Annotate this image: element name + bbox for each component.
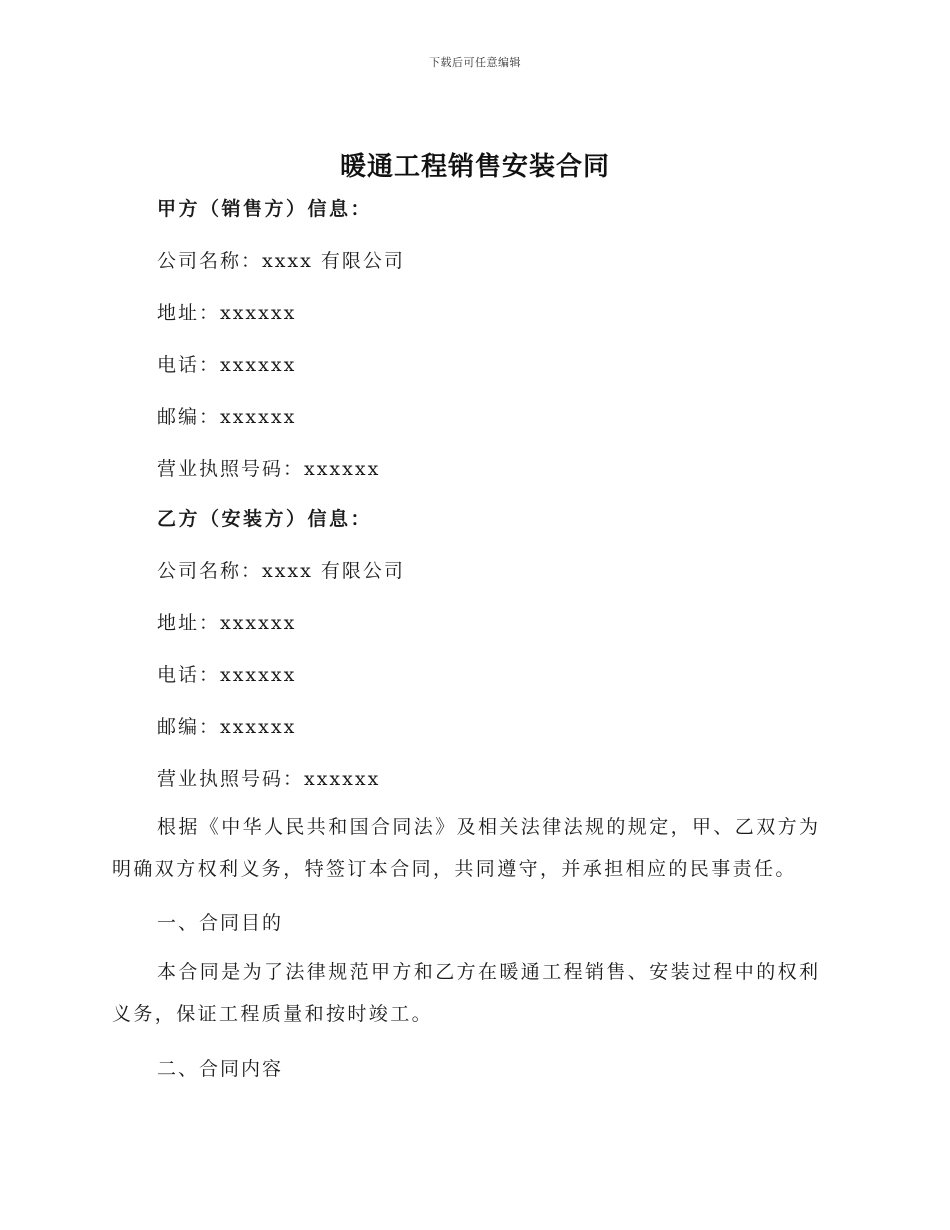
section-1-body: 本合同是为了法律规范甲方和乙方在暖通工程销售、安装过程中的权利义务，保证工程质量和按时竣工。: [112, 961, 821, 1025]
party-a-address: 地址：xxxxxx: [157, 302, 297, 324]
party-b-company: 公司名称：xxxx 有限公司: [157, 560, 405, 582]
party-b-postcode: 邮编：xxxxxx: [157, 716, 297, 738]
party-a-postcode: 邮编：xxxxxx: [157, 406, 297, 428]
section-1-heading: 一、合同目的: [157, 912, 284, 934]
party-b-address: 地址：xxxxxx: [157, 612, 297, 634]
intro-paragraph: 根据《中华人民共和国合同法》及相关法律法规的规定，甲、乙双方为明确双方权利义务，特签订本合同，共同遵守，并承担相应的民事责任。: [112, 816, 821, 880]
party-a-phone: 电话：xxxxxx: [157, 354, 297, 376]
party-a-license: 营业执照号码：xxxxxx: [157, 458, 381, 480]
party-a-heading: 甲方（销售方）信息：: [157, 198, 373, 220]
party-b-license: 营业执照号码：xxxxxx: [157, 768, 381, 790]
party-b-heading: 乙方（安装方）信息：: [157, 508, 373, 530]
document-title: 暖通工程销售安装合同: [339, 152, 610, 182]
party-a-company: 公司名称：xxxx 有限公司: [157, 250, 405, 272]
party-b-phone: 电话：xxxxxx: [157, 664, 297, 686]
section-2-heading: 二、合同内容: [157, 1058, 284, 1080]
header-note: 下载后可任意编辑: [429, 56, 521, 69]
